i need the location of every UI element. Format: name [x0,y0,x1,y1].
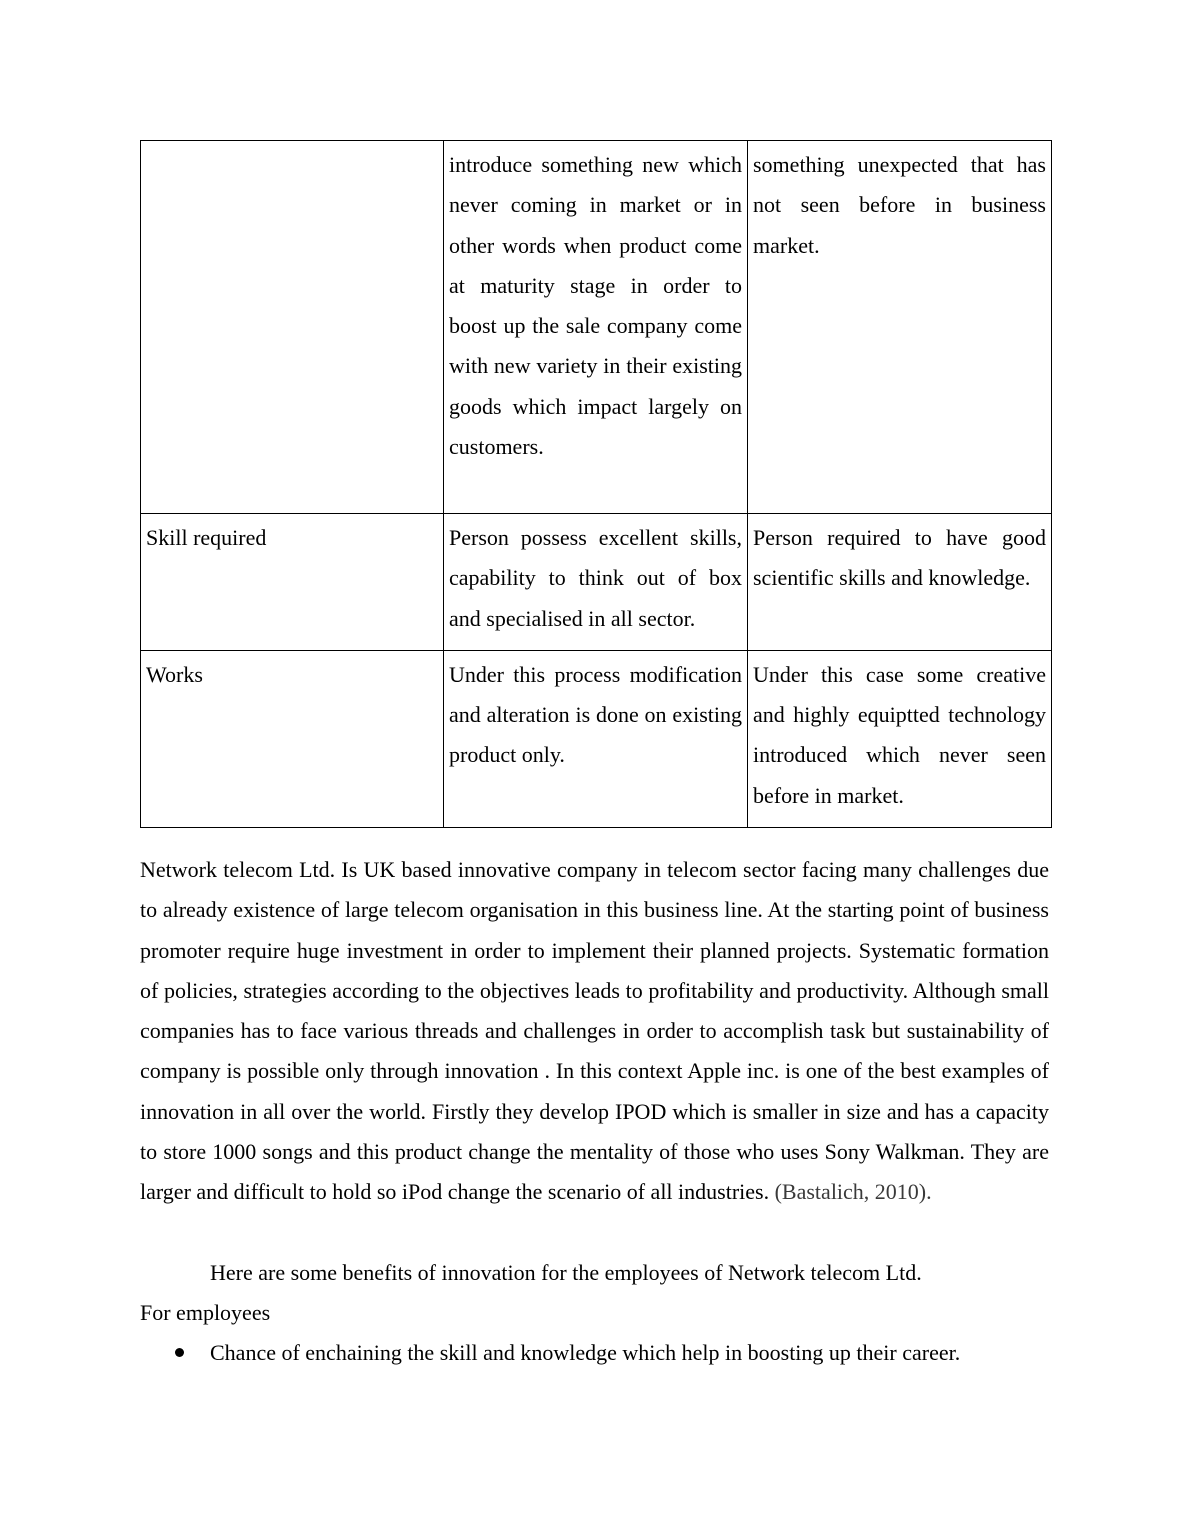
table-row [141,141,1052,514]
intro-line: Here are some benefits of innovation for the employees of Network telecom Ltd. [210,1260,922,1285]
table-cell-label [141,141,444,514]
bullet-icon [175,1348,184,1357]
table-cell-radical: something unexpected that has not seen before in business market. [748,141,1052,514]
comparison-table [140,140,1052,828]
table-cell-radical: Under this case some creative and highly equiptted technology introduced which never seen before in market. [748,650,1052,827]
table-cell-label: Skill required [141,514,444,651]
table-cell-incremental: introduce something new which never coming in market or in other words when product come at maturity stage in order to boost up the sale company come with new variety in their existing goods which impact largely on customers. [444,141,748,514]
body-paragraph [140,850,1049,1213]
body-paragraph-text: Network telecom Ltd. Is UK based innovative company in telecom sector facing many challenges due to already existence of large telecom organisation in this business line. At the starting point of business promoter require huge investment in order to implement their planned projects. Systematic formation of policies, strategies according to the objectives leads to profitability and productivity. Although small companies has to face various threads and challenges in order to accomplish task but sustainability of company is possible only through innovation . In this context Apple inc. is one of the best examples of innovation in all over the world. Firstly they develop IPOD which is smaller in size and has a capacity to store 1000 songs and this product change the mentality of those who uses Sony Walkman. They are larger and difficult to hold so iPod change the scenario of all industries. [140,857,1049,1205]
list-item-text: Chance of enchaining the skill and knowledge which help in boosting up their career. [210,1340,961,1365]
table-row [141,514,1052,651]
table-row [141,650,1052,827]
section-subheading: For employees [140,1300,271,1325]
citation: (Bastalich, 2010). [774,1179,932,1205]
table-cell-incremental: Person possess excellent skills, capability to think out of box and specialised in all sector. [444,514,748,651]
table-cell-radical: Person required to have good scientific skills and knowledge. [748,514,1052,651]
table-cell-incremental: Under this process modification and alteration is done on existing product only. [444,650,748,827]
table-cell-label: Works [141,650,444,827]
